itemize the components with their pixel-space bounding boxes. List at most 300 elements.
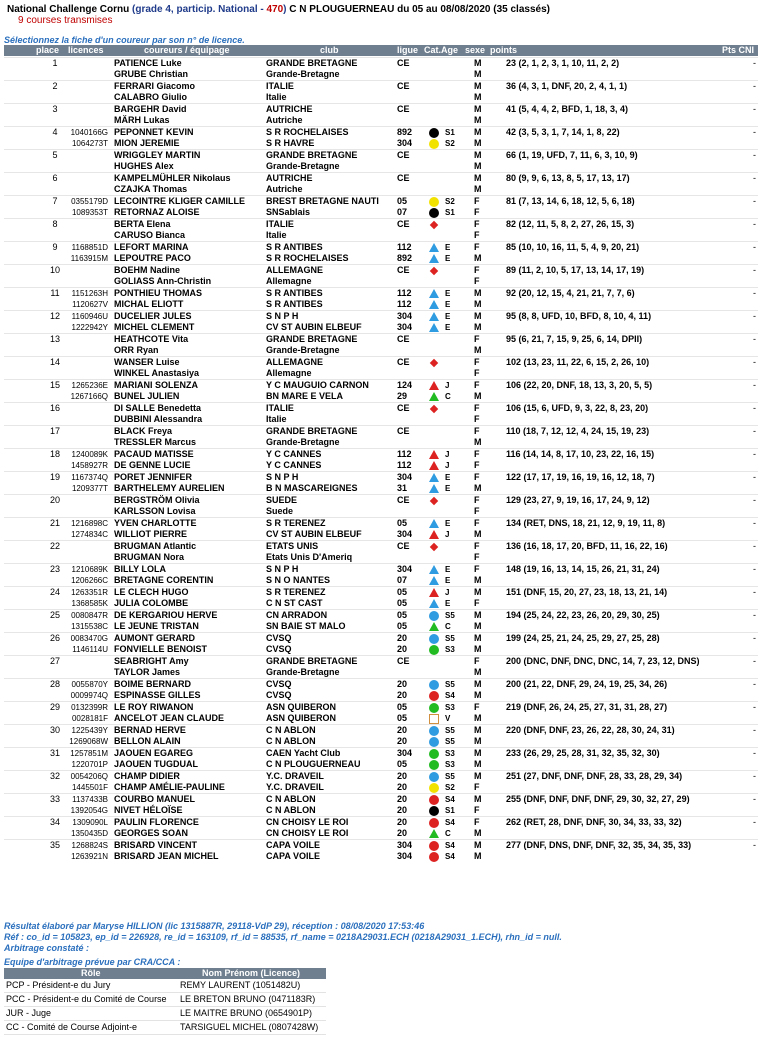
licence-link[interactable]: 1225439Y: [71, 726, 108, 735]
ligue-code: 20: [397, 679, 408, 689]
licence-link[interactable]: 0028181F: [71, 714, 108, 723]
club-name: Italie: [266, 230, 287, 240]
competitor-name: BERNAD HERVE: [114, 725, 186, 735]
table-row: [4, 793, 758, 805]
table-row: [4, 287, 758, 299]
licence-link[interactable]: 0009974Q: [70, 691, 108, 700]
table-row: [4, 655, 758, 667]
club-name: ITALIE: [266, 219, 294, 229]
club-name: AUTRICHE: [266, 173, 313, 183]
category-marker: [429, 58, 443, 69]
sex-cell: M: [474, 127, 482, 137]
licence-link[interactable]: 1263351R: [71, 588, 108, 597]
category-marker: [429, 564, 443, 575]
ligue-code: 05: [397, 702, 408, 712]
category-marker: [429, 460, 443, 471]
club-name: S R TERENEZ: [266, 587, 326, 597]
referee-name: TARSIGUEL MICHEL (0807428W): [180, 1022, 319, 1032]
category-marker: [429, 265, 443, 276]
club-name: GRANDE BRETAGNE: [266, 150, 358, 160]
cni-points: -: [753, 564, 756, 574]
table-row: [4, 368, 758, 379]
ligue-code: 05: [397, 598, 408, 608]
age-category: E: [445, 289, 451, 298]
category-marker: [429, 621, 443, 632]
red-diamond-icon: [430, 359, 438, 367]
category-marker: [429, 184, 443, 195]
licence-link[interactable]: 1269068W: [69, 737, 108, 746]
place-cell: 21: [49, 518, 60, 528]
table-row: [4, 517, 758, 529]
cni-points: -: [753, 633, 756, 643]
category-marker: [429, 138, 443, 149]
age-category: E: [445, 599, 451, 608]
referee-row: [4, 1021, 326, 1035]
table-row: [4, 402, 758, 414]
sex-cell: M: [474, 736, 482, 746]
category-marker: [429, 644, 443, 655]
category-marker: [429, 334, 443, 345]
licence-link[interactable]: 1368585K: [71, 599, 108, 608]
cni-points: [742, 529, 756, 540]
place-cell: 1: [52, 58, 58, 68]
cni-points: -: [753, 81, 756, 91]
category-marker: [429, 311, 443, 322]
licence-link[interactable]: 0054206Q: [70, 772, 108, 781]
points-cell: 80 (9, 9, 6, 13, 8, 5, 17, 13, 17): [506, 173, 630, 183]
place-cell: [48, 805, 62, 816]
points-cell: 122 (17, 17, 19, 16, 19, 16, 12, 18, 7): [506, 472, 655, 482]
table-row: [4, 678, 758, 690]
licence-link: [64, 81, 108, 92]
club-name: C N ABLON: [266, 736, 316, 746]
competitor-name: GOLIASS Ann-Christin: [114, 276, 212, 286]
table-row: [4, 115, 758, 126]
place-cell: 27: [49, 656, 60, 666]
sex-cell: F: [474, 334, 480, 344]
licence-link[interactable]: 1137433B: [72, 795, 108, 804]
table-row: [4, 276, 758, 287]
licence-link: [64, 414, 108, 425]
sex-cell: M: [474, 483, 482, 493]
square-icon: [429, 714, 439, 724]
red-triangle-icon: [429, 530, 439, 539]
competitor-name: ORR Ryan: [114, 345, 159, 355]
points-cell: [506, 460, 716, 471]
cni-points: -: [753, 610, 756, 620]
club-name: Y C MAUGUIO CARNON: [266, 380, 369, 390]
licence-link: [64, 506, 108, 517]
points-cell: [506, 736, 716, 747]
age-category: S5: [445, 737, 455, 746]
sex-cell: F: [474, 460, 480, 470]
licence-link[interactable]: 1220701P: [71, 760, 108, 769]
place-cell: [48, 828, 62, 839]
black-circle-icon: [429, 208, 439, 218]
licence-link[interactable]: 1160946U: [71, 312, 108, 321]
cni-points: -: [753, 150, 756, 160]
ligue-code: CE: [397, 150, 410, 160]
age-category: E: [445, 576, 451, 585]
referee-role: PCP - Président-e du Jury: [6, 980, 111, 990]
place-cell: [48, 644, 62, 655]
licence-link[interactable]: 1040166G: [70, 128, 108, 137]
ligue-code: 05: [397, 587, 408, 597]
licence-link[interactable]: 1350435D: [71, 829, 108, 838]
points-cell: 89 (11, 2, 10, 5, 17, 13, 14, 17, 19): [506, 265, 645, 275]
club-name: Suede: [266, 506, 294, 516]
licence-link[interactable]: 1240089K: [71, 450, 108, 459]
points-cell: [506, 92, 716, 103]
points-cell: [506, 575, 716, 586]
club-name: Grande-Bretagne: [266, 69, 340, 79]
club-name: ITALIE: [266, 81, 294, 91]
blue-circle-icon: [429, 737, 439, 747]
ligue-code: 05: [397, 610, 408, 620]
sex-cell: M: [474, 173, 482, 183]
licence-link[interactable]: 1222942Y: [71, 323, 108, 332]
club-name: S R ANTIBES: [266, 242, 323, 252]
points-cell: 199 (24, 25, 21, 24, 25, 29, 27, 25, 28): [506, 633, 660, 643]
sex-cell: M: [474, 713, 482, 723]
black-circle-icon: [429, 128, 439, 138]
category-marker: [429, 598, 443, 609]
referee-row: [4, 1007, 326, 1021]
age-category: [445, 265, 461, 276]
licence-link[interactable]: 1274834C: [71, 530, 108, 539]
licence-link[interactable]: 0083470G: [70, 634, 108, 643]
licence-link: [64, 345, 108, 356]
grade-close: ): [283, 4, 287, 15]
licence-link: [64, 426, 108, 437]
competitor-name: JAOUEN EGAREG: [114, 748, 194, 758]
red-circle-icon: [429, 691, 439, 701]
sex-cell: M: [474, 115, 482, 125]
ligue-code: CE: [397, 541, 410, 551]
table-row: [4, 782, 758, 793]
place-cell: 2: [52, 81, 58, 91]
cni-points: -: [753, 725, 756, 735]
table-row: [4, 379, 758, 391]
competitor-name: ESPINASSE GILLES: [114, 690, 201, 700]
sex-cell: F: [474, 230, 480, 240]
category-marker: [429, 150, 443, 161]
points-cell: 42 (3, 5, 3, 1, 7, 14, 1, 8, 22): [506, 127, 620, 137]
blue-triangle-icon: [429, 565, 439, 574]
competitor-name: COURBO MANUEL: [114, 794, 195, 804]
points-cell: [506, 644, 716, 655]
ligue-code: 20: [397, 690, 408, 700]
points-cell: 277 (DNF, DNS, DNF, DNF, 32, 35, 34, 35, 33): [506, 840, 692, 850]
place-cell: 11: [50, 288, 60, 298]
place-cell: [48, 69, 62, 80]
competitor-name: BLACK Freya: [114, 426, 173, 436]
licence-link[interactable]: 0080847R: [71, 611, 108, 620]
licence-link[interactable]: 0055870Y: [71, 680, 108, 689]
sex-cell: F: [474, 782, 480, 792]
category-marker: [429, 805, 443, 816]
licence-link[interactable]: 1163915M: [70, 254, 108, 263]
ligue-code: 304: [397, 748, 413, 758]
age-category: [445, 81, 461, 92]
cni-points: -: [753, 794, 756, 804]
ligue-code: 304: [397, 564, 413, 574]
competitor-name: CHAMP DIDIER: [114, 771, 180, 781]
licence-link: [64, 219, 108, 230]
sex-cell: M: [474, 104, 482, 114]
age-category: S1: [445, 208, 455, 217]
sex-cell: M: [474, 840, 482, 850]
club-name: SN BAIE ST MALO: [266, 621, 346, 631]
club-name: GRANDE BRETAGNE: [266, 334, 358, 344]
licence-link[interactable]: 1392054G: [70, 806, 108, 815]
table-row: [4, 540, 758, 552]
club-name: Italie: [266, 414, 287, 424]
age-category: S5: [445, 611, 455, 620]
licence-link[interactable]: 1267166Q: [70, 392, 108, 401]
red-diamond-icon: [430, 543, 438, 551]
competitor-name: CARUSO Bianca: [114, 230, 186, 240]
club-name: Grande-Bretagne: [266, 161, 340, 171]
cni-points: -: [753, 541, 756, 551]
points-cell: [506, 529, 716, 540]
competitor-name: CHAMP AMÉLIE-PAULINE: [114, 782, 225, 792]
blue-triangle-icon: [429, 599, 439, 608]
club-name: BREST BRETAGNE NAUTI: [266, 196, 379, 206]
licence-link[interactable]: 1263921N: [71, 852, 108, 861]
club-name: C N PLOUGUERNEAU: [266, 759, 361, 769]
club-name: CVSQ: [266, 644, 292, 654]
place-cell: [48, 230, 62, 241]
licence-link: [64, 357, 108, 368]
table-row: [4, 253, 758, 264]
referee-row: [4, 979, 326, 993]
licence-link[interactable]: 0355179D: [71, 197, 108, 206]
table-row: [4, 839, 758, 851]
green-circle-icon: [429, 749, 439, 759]
red-triangle-icon: [429, 588, 439, 597]
competitor-name: LE CLECH HUGO: [114, 587, 189, 597]
points-cell: [506, 598, 716, 609]
competitor-name: BERGSTRÖM Olivia: [114, 495, 200, 505]
yellow-circle-icon: [429, 139, 439, 149]
club-name: CV ST AUBIN ELBEUF: [266, 322, 362, 332]
cni-points: [742, 299, 756, 310]
referee-name: LE BRETON BRUNO (0471183R): [180, 994, 316, 1004]
club-name: C N ST CAST: [266, 598, 323, 608]
licence-link: [64, 265, 108, 276]
club-name: Grande-Bretagne: [266, 437, 340, 447]
licence-link[interactable]: 1089353T: [71, 208, 108, 217]
club-name: CN CHOISY LE ROI: [266, 817, 349, 827]
age-category: [445, 104, 461, 115]
club-name: CV ST AUBIN ELBEUF: [266, 529, 362, 539]
referee-role: PCC - Président-e du Comité de Course: [6, 994, 167, 1004]
licence-link[interactable]: 1206266C: [71, 576, 108, 585]
ligue-code: CE: [397, 656, 410, 666]
ligue-code: 892: [397, 253, 413, 263]
referee-row: [4, 993, 326, 1007]
cni-points: [742, 92, 756, 103]
licence-link[interactable]: 1064273T: [71, 139, 108, 148]
points-cell: [506, 782, 716, 793]
ligue-code: 05: [397, 518, 408, 528]
red-circle-icon: [429, 841, 439, 851]
competitor-name: JULIA COLOMBE: [114, 598, 189, 608]
competitor-name: KARLSSON Lovisa: [114, 506, 196, 516]
blue-circle-icon: [429, 680, 439, 690]
cni-points: -: [753, 587, 756, 597]
table-row: [4, 586, 758, 598]
sex-cell: M: [474, 437, 482, 447]
sex-cell: F: [474, 380, 480, 390]
place-cell: 22: [49, 541, 60, 551]
points-cell: [506, 759, 716, 770]
licence-link[interactable]: 1309090L: [72, 818, 108, 827]
competitor-name: LEPOUTRE PACO: [114, 253, 191, 263]
licence-link[interactable]: 1210689K: [71, 565, 108, 574]
competitor-name: MICHEL CLEMENT: [114, 322, 195, 332]
points-cell: 36 (4, 3, 1, DNF, 20, 2, 4, 1, 1): [506, 81, 628, 91]
competitor-name: BUNEL JULIEN: [114, 391, 180, 401]
ligue-code: 20: [397, 828, 408, 838]
club-name: ALLEMAGNE: [266, 265, 323, 275]
place-cell: [48, 598, 62, 609]
table-row: [4, 805, 758, 816]
sex-cell: M: [474, 771, 482, 781]
table-row: [4, 460, 758, 471]
licence-link[interactable]: 1151263H: [71, 289, 108, 298]
cni-points: [742, 759, 756, 770]
arbitrage-title: Equipe d'arbitrage prévue par CRA/CCA :: [4, 957, 181, 967]
licence-link[interactable]: 1445501F: [71, 783, 108, 792]
club-name: ASN QUIBERON: [266, 702, 337, 712]
points-cell: [506, 230, 716, 241]
referee-role: CC - Comité de Course Adjoint-e: [6, 1022, 138, 1032]
category-marker: [429, 541, 443, 552]
licence-link[interactable]: 1265236E: [71, 381, 108, 390]
age-category: E: [445, 312, 451, 321]
blue-triangle-icon: [429, 576, 439, 585]
licence-link: [64, 495, 108, 506]
category-marker: [429, 69, 443, 80]
licence-link[interactable]: 1168851D: [71, 243, 108, 252]
participants-count: 470: [266, 4, 284, 15]
club-name: GRANDE BRETAGNE: [266, 426, 358, 436]
licence-link[interactable]: 1268824S: [71, 841, 108, 850]
competitor-name: BRUGMAN Atlantic: [114, 541, 197, 551]
age-category: S2: [445, 139, 455, 148]
licence-link[interactable]: 1120627V: [72, 300, 108, 309]
club-name: CVSQ: [266, 690, 292, 700]
licence-link[interactable]: 1216898C: [71, 519, 108, 528]
place-cell: 15: [49, 380, 60, 390]
points-cell: [506, 414, 716, 425]
points-cell: [506, 851, 716, 862]
licence-link[interactable]: 1458927R: [71, 461, 108, 470]
table-row: [4, 218, 758, 230]
ligue-code: 304: [397, 322, 413, 332]
licence-link[interactable]: 0132399R: [71, 703, 108, 712]
cni-points: -: [753, 127, 756, 137]
cni-points: [742, 713, 756, 724]
club-name: GRANDE BRETAGNE: [266, 58, 358, 68]
licence-link[interactable]: 1167374Q: [71, 473, 108, 482]
licence-link: [64, 552, 108, 563]
licence-link[interactable]: 1257851M: [70, 749, 108, 758]
table-row: [4, 471, 758, 483]
yellow-circle-icon: [429, 197, 439, 207]
licence-link[interactable]: 1315538C: [71, 622, 108, 631]
age-category: [445, 161, 461, 172]
points-cell: 81 (7, 13, 14, 6, 18, 12, 5, 6, 18): [506, 196, 635, 206]
club-name: CAEN Yacht Club: [266, 748, 341, 758]
footer-line-arbitrage: Arbitrage constaté :: [4, 943, 90, 953]
cni-points: [742, 506, 756, 517]
table-row: [4, 69, 758, 80]
points-cell: [506, 69, 716, 80]
green-circle-icon: [429, 703, 439, 713]
place-cell: 25: [49, 610, 60, 620]
category-marker: [429, 127, 443, 138]
category-marker: [429, 104, 443, 115]
blue-triangle-icon: [429, 473, 439, 482]
category-marker: [429, 713, 443, 724]
age-category: S4: [445, 852, 455, 861]
sex-cell: M: [474, 253, 482, 263]
sex-cell: M: [474, 150, 482, 160]
club-name: Y.C. DRAVEIL: [266, 771, 324, 781]
age-category: S1: [445, 128, 455, 137]
cni-points: -: [753, 702, 756, 712]
category-marker: [429, 322, 443, 333]
category-marker: [429, 368, 443, 379]
cni-points: [742, 667, 756, 678]
competitor-name: BRISARD VINCENT: [114, 840, 198, 850]
licence-link: [64, 184, 108, 195]
licence-link: [64, 104, 108, 115]
category-marker: [429, 288, 443, 299]
sex-cell: F: [474, 702, 480, 712]
club-name: Etats Unis D'Ameriq: [266, 552, 353, 562]
cni-points: [742, 621, 756, 632]
category-marker: [429, 725, 443, 736]
sex-cell: M: [474, 81, 482, 91]
ligue-code: [397, 368, 429, 379]
category-marker: [429, 483, 443, 494]
category-marker: [429, 92, 443, 103]
sex-cell: M: [474, 299, 482, 309]
ligue-code: 112: [397, 299, 412, 309]
age-category: V: [445, 714, 451, 723]
ligue-code: 304: [397, 138, 413, 148]
licence-link[interactable]: 1209377T: [71, 484, 108, 493]
category-marker: [429, 391, 443, 402]
licence-link[interactable]: 1146114U: [72, 645, 108, 654]
category-marker: [429, 817, 443, 828]
ligue-code: 112: [397, 460, 412, 470]
place-cell: 5: [52, 150, 58, 160]
competitor-name: LEFORT MARINA: [114, 242, 189, 252]
competitor-name: GRUBE Christian: [114, 69, 189, 79]
category-marker: [429, 759, 443, 770]
category-marker: [429, 196, 443, 207]
ligue-code: 20: [397, 725, 408, 735]
competitor-name: BRUGMAN Nora: [114, 552, 185, 562]
table-row: [4, 391, 758, 402]
place-cell: [48, 299, 62, 310]
cni-points: [742, 230, 756, 241]
